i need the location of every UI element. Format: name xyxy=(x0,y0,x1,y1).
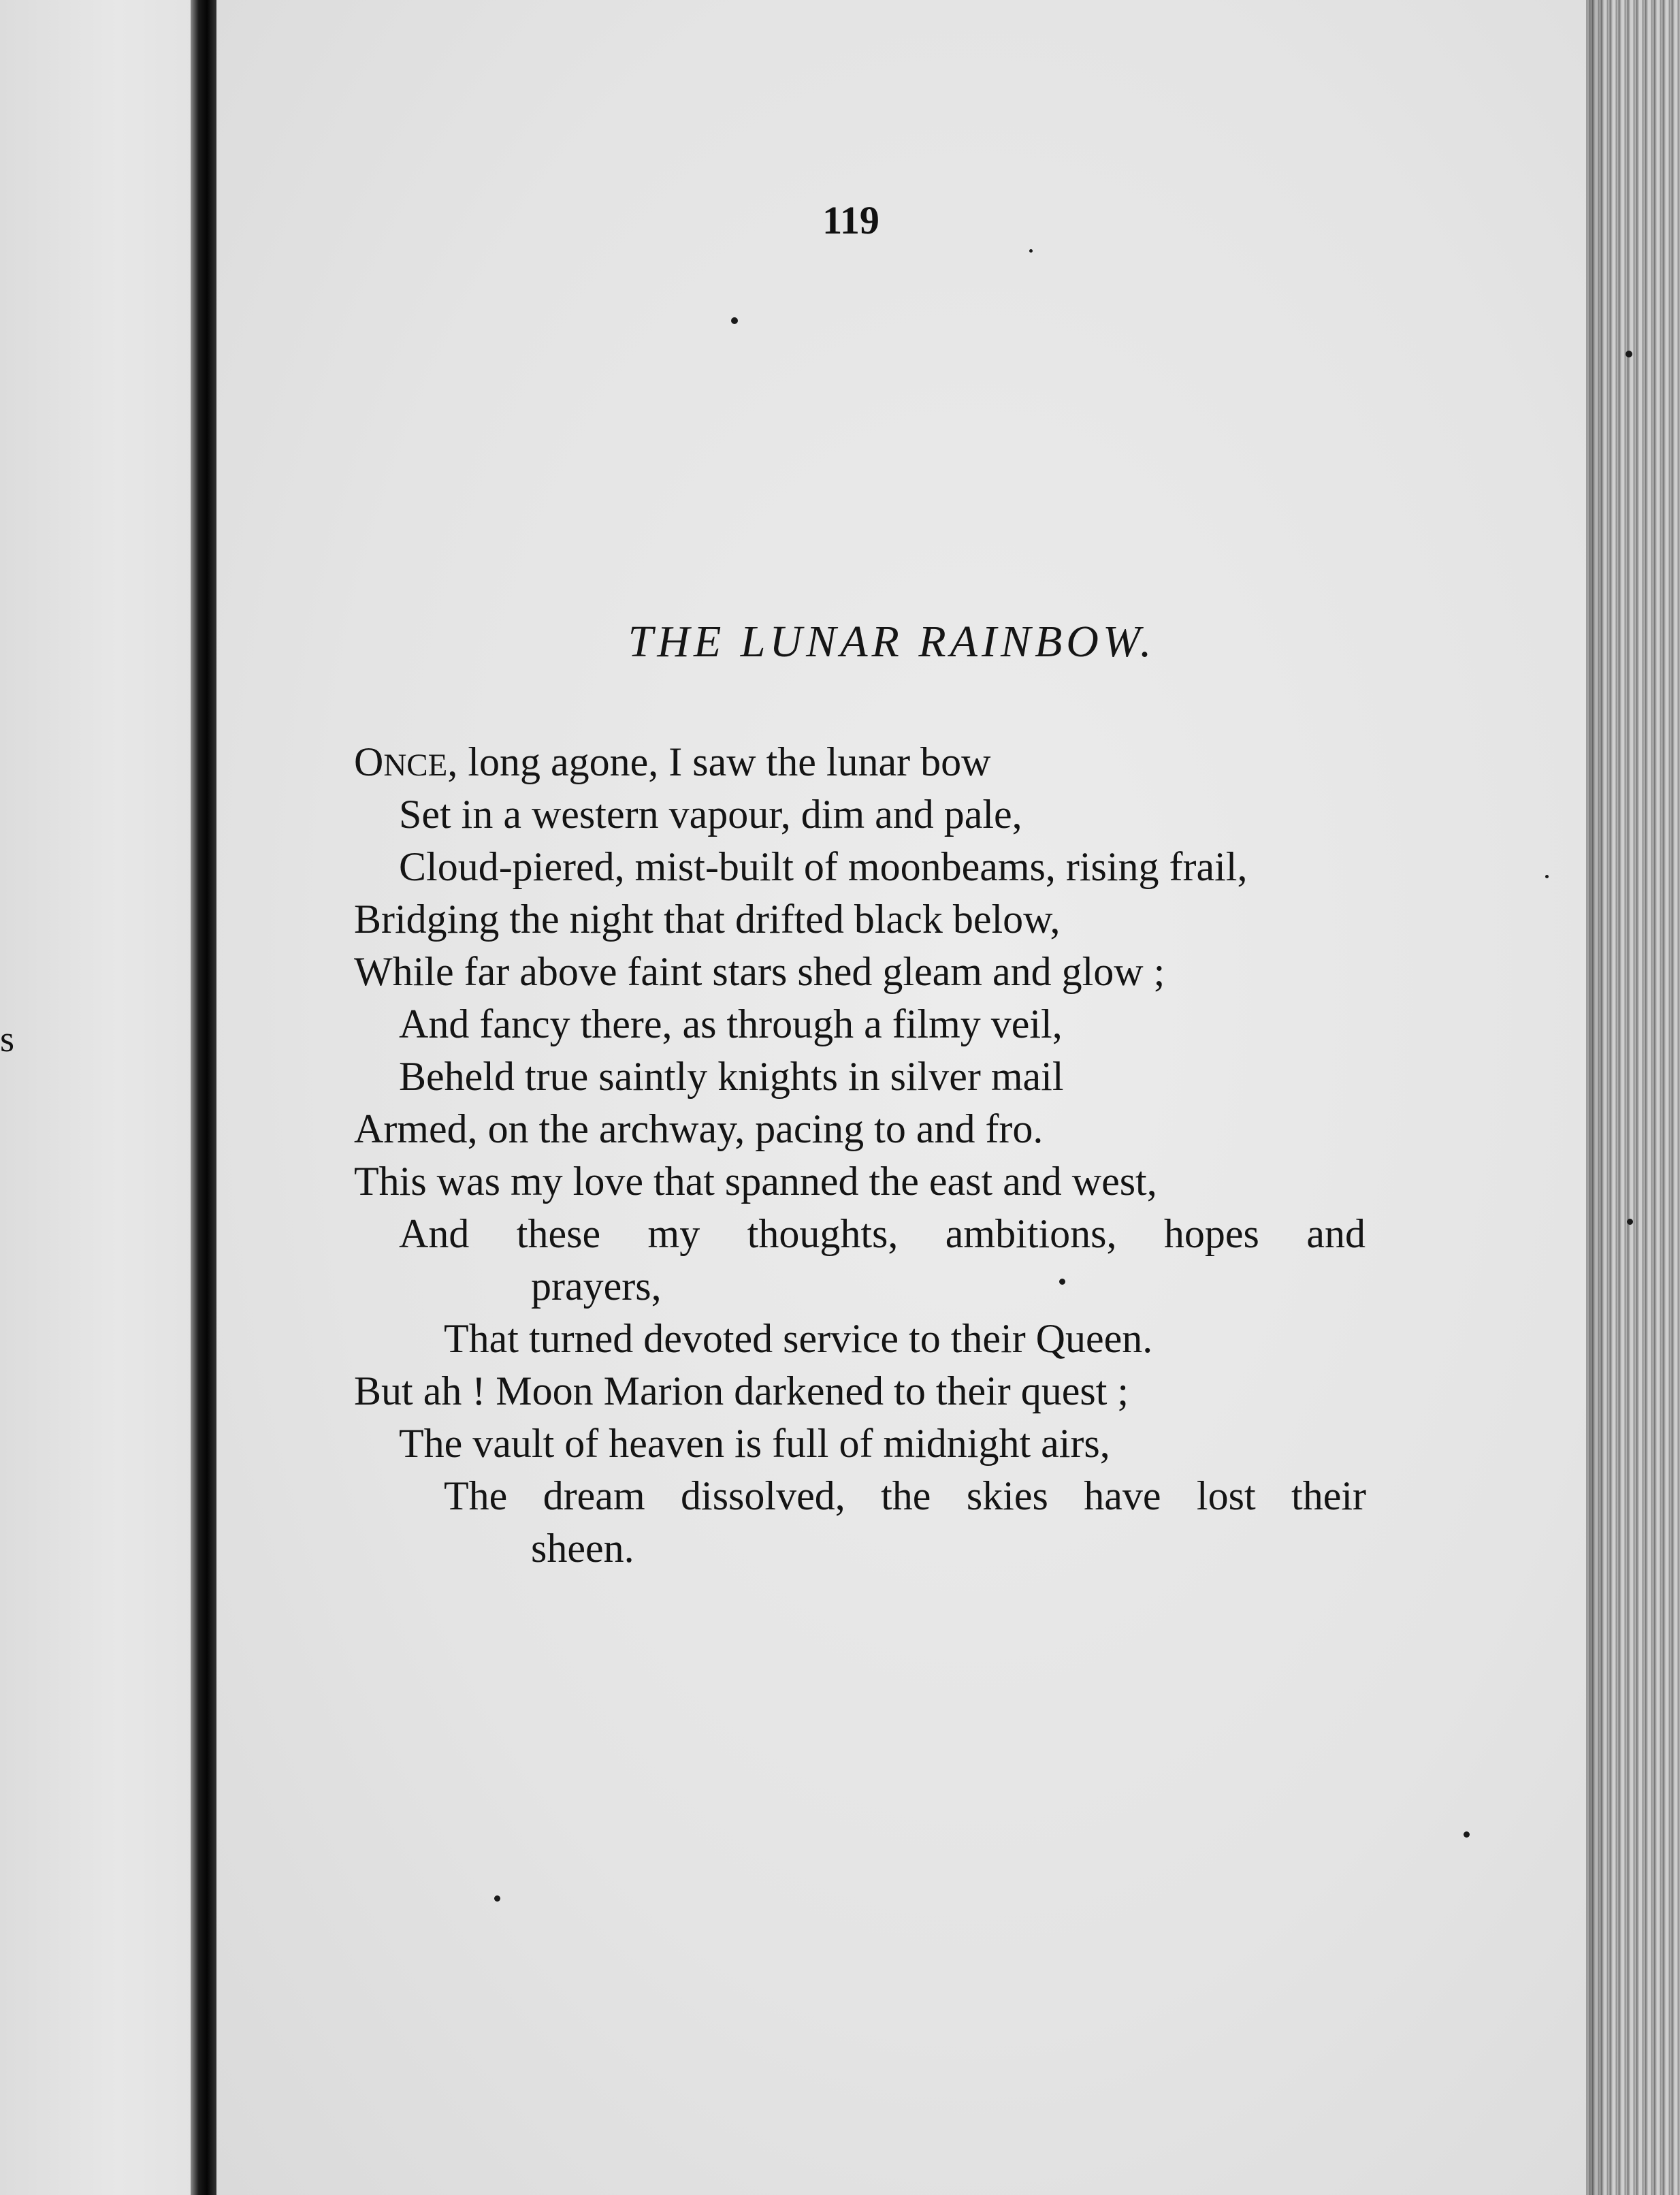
poem-line-2: Set in a western vapour, dim and pale, xyxy=(399,792,1022,837)
ink-speck xyxy=(1626,351,1632,357)
poem-line-4: Bridging the night that drifted black below, xyxy=(354,897,1061,942)
book-gutter xyxy=(191,0,218,2195)
ink-speck xyxy=(1627,1219,1633,1225)
poem-line-3: Cloud-piered, mist-built of moonbeams, rising frail, xyxy=(399,844,1248,889)
drop-initial: O xyxy=(354,739,384,784)
poem-title: THE LUNAR RAINBOW. xyxy=(628,617,1156,667)
poem-line-13: The vault of heaven is full of midnight airs, xyxy=(399,1421,1110,1466)
poem-line-1 xyxy=(354,739,990,786)
ink-speck xyxy=(731,317,738,324)
ink-speck xyxy=(1059,1279,1065,1285)
poem-line-6: And fancy there, as through a filmy veil, xyxy=(399,1002,1063,1046)
poem-line-14: The dream dissolved, the skies have lost their xyxy=(444,1473,1366,1518)
poem-line-9: This was my love that spanned the east and west, xyxy=(354,1159,1157,1204)
left-page xyxy=(0,0,197,2195)
ink-speck xyxy=(1464,1831,1470,1838)
page-edge-shadow xyxy=(1586,0,1606,2195)
poem-line-8: Armed, on the archway, pacing to and fro. xyxy=(354,1106,1044,1151)
poem-line-10-continued: prayers, xyxy=(531,1264,662,1309)
line-1-rest: , long agone, I saw the lunar bow xyxy=(447,739,991,784)
left-page-stray-character: s xyxy=(0,1019,15,1059)
poem-line-5: While far above faint stars shed gleam and glow ; xyxy=(354,949,1165,994)
poem-line-14-continued: sheen. xyxy=(531,1526,634,1571)
ink-speck xyxy=(494,1895,500,1902)
page-number: 119 xyxy=(822,198,879,242)
poem-line-11: That turned devoted service to their Queen. xyxy=(444,1316,1153,1361)
poem-line-10: And these my thoughts, ambitions, hopes and xyxy=(399,1211,1366,1256)
ink-speck xyxy=(1029,249,1033,253)
poem-line-7: Beheld true saintly knights in silver mail xyxy=(399,1054,1064,1099)
small-caps-word: NCE xyxy=(383,748,448,783)
ink-speck xyxy=(1545,875,1549,878)
poem-line-12: But ah ! Moon Marion darkened to their quest ; xyxy=(354,1368,1129,1413)
